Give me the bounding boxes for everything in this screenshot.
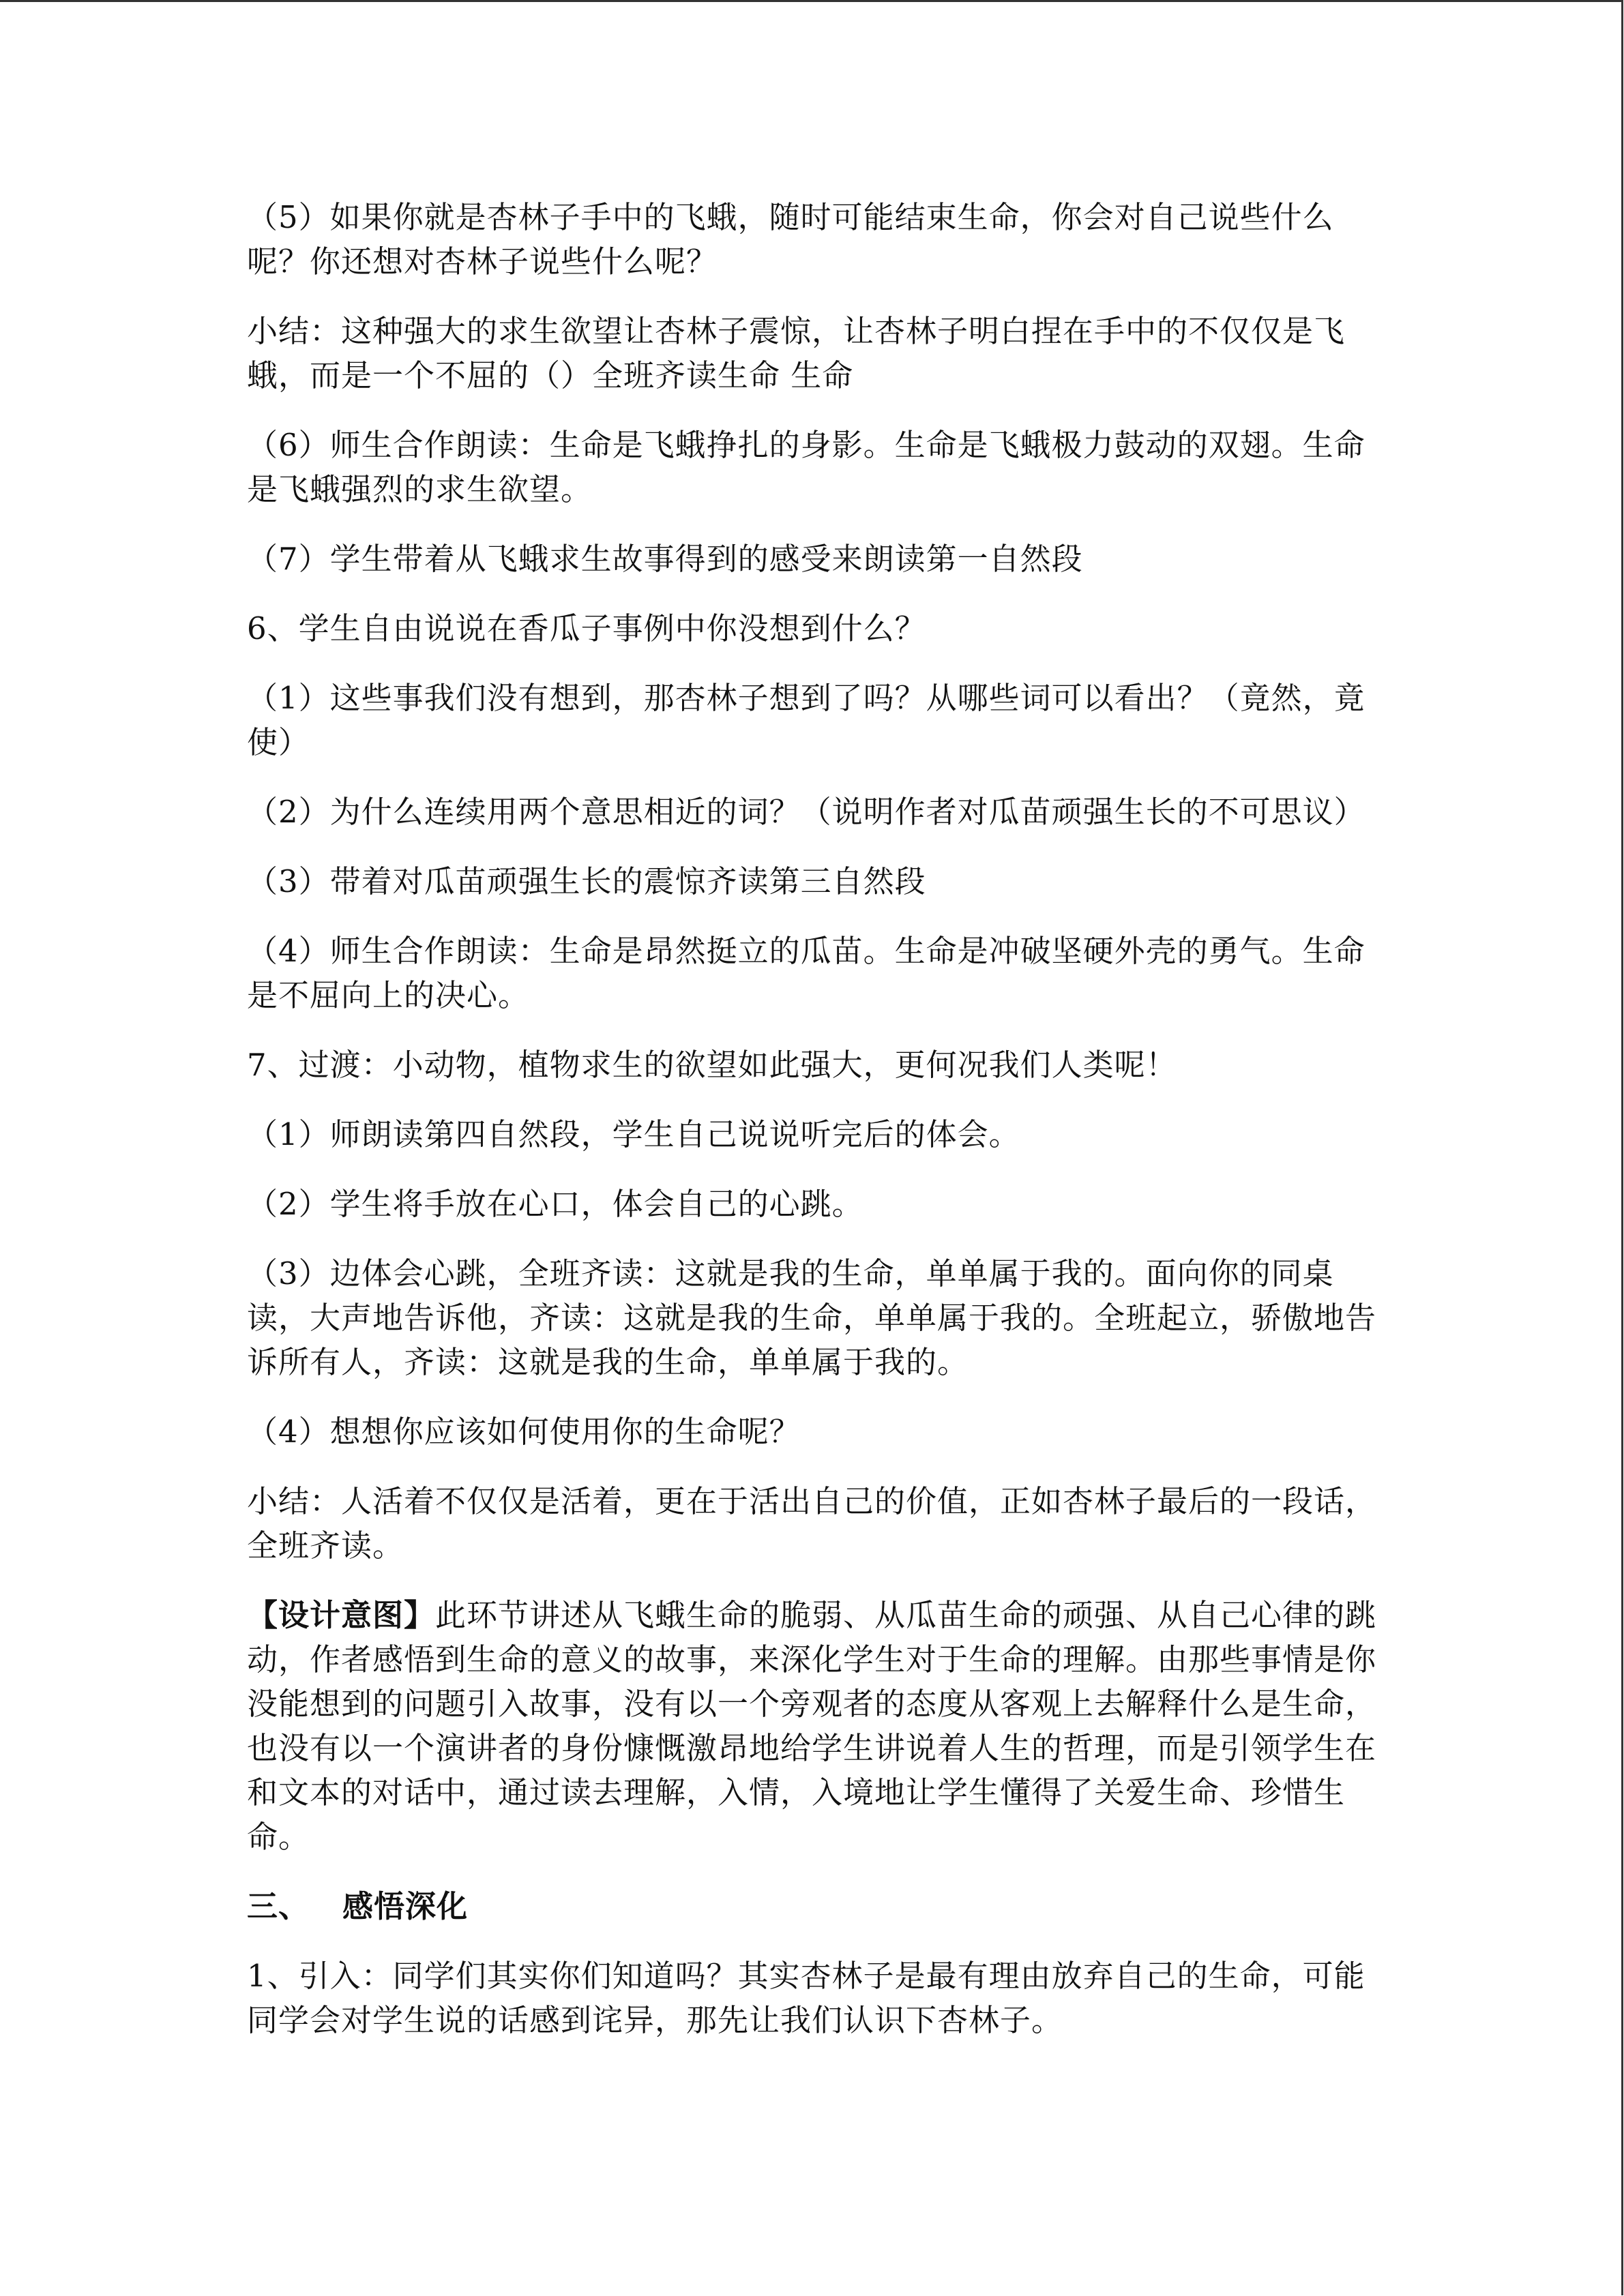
- section-title: 感悟深化: [342, 1888, 469, 1924]
- paragraph-step-6-1: （1）这些事我们没有想到，那杏林子想到了吗？从哪些词可以看出？（竟然，竟使）: [247, 680, 1365, 760]
- paragraph-step-7-2: （2）学生将手放在心口，体会自己的心跳。: [247, 1186, 863, 1222]
- design-intent-paragraph: [247, 1593, 1393, 1859]
- design-intent-text: 此环节讲述从飞蛾生命的脆弱、从瓜苗生命的顽强、从自己心律的跳动，作者感悟到生命的意义的故事，来深化学生对于生命的理解。由那些事情是你没能想到的问题引入故事，没有以一个旁观者的态度从客观上去解释什么是生命，也没有以一个演讲者的身份慷慨激昂地给学生讲说着人生的哲理，而是引领学生在和文本的对话中，通过读去理解，入情，入境地让学生懂得了关爱生命、珍惜生命。: [247, 1597, 1377, 1855]
- paragraph-step-7-3: （3）边体会心跳，全班齐读：这就是我的生命，单单属于我的。面向你的同桌读，大声地告诉他，齐读：这就是我的生命，单单属于我的。全班起立，骄傲地告诉所有人，齐读：这就是我的生命，单单属于我的。: [247, 1255, 1377, 1380]
- paragraph-step-7-1: （1）师朗读第四自然段，学生自己说说听完后的体会。: [247, 1116, 1020, 1152]
- paragraph-step-7-4: （4）想想你应该如何使用你的生命呢？: [247, 1414, 801, 1450]
- paragraph-summary-moth: 小结：这种强大的求生欲望让杏林子震惊，让杏林子明白捏在手中的不仅仅是飞蛾，而是一个不屈的（）全班齐读生命 生命: [247, 313, 1346, 393]
- paragraph-step-5-6: （6）师生合作朗读：生命是飞蛾挣扎的身影。生命是飞蛾极力鼓动的双翅。生命是飞蛾强烈的求生欲望。: [247, 427, 1365, 507]
- paragraph-step-5-5: （5）如果你就是杏林子手中的飞蛾，随时可能结束生命，你会对自己说些什么呢？你还想对杏林子说些什么呢？: [247, 199, 1334, 280]
- paragraph-step-6-4: （4）师生合作朗读：生命是昂然挺立的瓜苗。生命是冲破坚硬外壳的勇气。生命是不屈向上的决心。: [247, 933, 1365, 1013]
- paragraph-intro: 1、引入：同学们其实你们知道吗？其实杏林子是最有理由放弃自己的生命，可能同学会对学生说的话感到诧异，那先让我们认识下杏林子。: [247, 1958, 1365, 2038]
- section-number: 三、: [247, 1888, 310, 1924]
- paragraph-step-6-3: （3）带着对瓜苗顽强生长的震惊齐读第三自然段: [247, 863, 926, 899]
- paragraph-summary-life: 小结：人活着不仅仅是活着，更在于活出自己的价值，正如杏林子最后的一段话，全班齐读。: [247, 1483, 1377, 1564]
- document-body: [247, 195, 1393, 2068]
- paragraph-step-5-7: （7）学生带着从飞蛾求生故事得到的感受来朗读第一自然段: [247, 541, 1083, 577]
- paragraph-step-6: 6、学生自由说说在香瓜子事例中你没想到什么？: [247, 610, 926, 646]
- paragraph-step-6-2: （2）为什么连续用两个意思相近的词？（说明作者对瓜苗顽强生长的不可思议）: [247, 794, 1365, 830]
- paragraph-step-7: 7、过渡：小动物，植物求生的欲望如此强大，更何况我们人类呢！: [247, 1047, 1177, 1083]
- design-intent-label: 【设计意图】: [247, 1597, 436, 1633]
- section-heading-three: [247, 1884, 1393, 1928]
